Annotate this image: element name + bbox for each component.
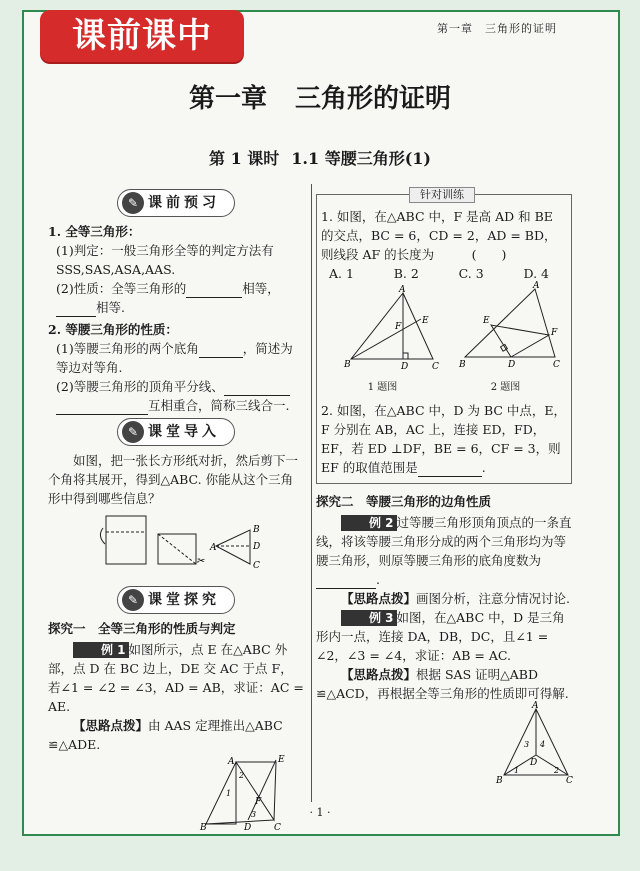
section-intro	[48, 417, 304, 447]
example-2-tag: 例 2	[341, 515, 397, 531]
running-header: 第一章 三角形的证明	[437, 22, 557, 35]
practice-q2-end: .	[481, 460, 486, 475]
page-number: · 1 ·	[309, 806, 331, 819]
lesson-title	[0, 146, 640, 169]
fig2-caption: 2 题图	[490, 382, 521, 393]
example-2-end: .	[376, 572, 380, 587]
hint-text: 根据 SAS 证明△ABD ≌△ACD，再根据全等三角形的性质即可得解.	[316, 667, 569, 701]
answer-blank[interactable]	[56, 401, 148, 415]
left-column	[48, 186, 304, 835]
hint-text: 由 AAS 定理推出△ABC ≌△ADE.	[48, 718, 283, 752]
preview-item-1b	[48, 279, 304, 317]
svg-text:A: A	[533, 281, 540, 291]
section-preview-label: 课前预习	[148, 194, 220, 211]
svg-text:2: 2	[554, 766, 560, 775]
preview-item-1b-mid: 相等，	[242, 281, 280, 296]
intro-text: 如图，把一张长方形纸对折，然后剪下一个角将其展开，得到△ABC. 你能从这个三角形中得到哪些信息？	[48, 453, 299, 506]
hint-text: 画图分析，注意分情况讨论.	[416, 591, 570, 606]
svg-text:1: 1	[514, 766, 520, 775]
svg-text:B: B	[496, 776, 503, 786]
answer-blank[interactable]	[418, 463, 482, 477]
svg-text:E: E	[278, 755, 285, 765]
lesson-label: 第 1 课时	[209, 149, 280, 168]
svg-text:F: F	[255, 797, 262, 807]
chapter-label: 第一章	[188, 84, 267, 114]
example-1-tag: 例 1	[73, 642, 129, 658]
section-explore	[48, 585, 304, 615]
explore-2-title: 探究二 等腰三角形的边角性质	[316, 494, 492, 509]
preview-item-2-title: 2. 等腰三角形的性质：	[48, 322, 178, 337]
svg-text:B: B	[459, 360, 466, 370]
option-a[interactable]: A. 1	[329, 266, 354, 281]
preview-item-2a-pre: (1)等腰三角形的两个底角	[56, 341, 199, 356]
option-c[interactable]: C. 3	[458, 266, 484, 281]
pencil-icon: ✎	[122, 589, 144, 611]
svg-text:F: F	[395, 322, 402, 332]
svg-text:A: A	[532, 701, 539, 711]
option-d[interactable]: D. 4	[523, 266, 549, 281]
practice-box	[316, 188, 572, 484]
practice-tag: 针对训练	[409, 187, 475, 203]
svg-text:D: D	[401, 362, 409, 372]
example-2	[316, 513, 572, 589]
practice-figures	[321, 283, 569, 375]
section-preview	[48, 188, 304, 218]
svg-text:C: C	[566, 776, 573, 786]
pencil-icon: ✎	[122, 421, 144, 443]
svg-text:B: B	[253, 525, 260, 535]
example-3-hint	[316, 665, 572, 703]
svg-text:E: E	[483, 316, 490, 326]
preview-item-2b	[48, 377, 304, 415]
preview-item-1b-post: 相等.	[96, 300, 125, 315]
svg-text:F: F	[551, 328, 558, 338]
svg-text:D: D	[253, 542, 261, 552]
hint-label: 【思路点拨】	[73, 718, 149, 733]
fig1-caption: 1 题图	[367, 382, 398, 393]
practice-q1-options	[321, 264, 567, 283]
example-1-hint	[48, 716, 304, 754]
svg-text:4: 4	[540, 740, 546, 749]
example-2-hint	[316, 589, 572, 608]
svg-text:D: D	[244, 823, 252, 833]
preview-item-1-title: 1. 全等三角形：	[48, 224, 141, 239]
svg-text:A: A	[210, 543, 217, 553]
hint-label: 【思路点拨】	[341, 591, 417, 606]
answer-blank[interactable]	[316, 575, 376, 589]
svg-text:1: 1	[226, 789, 232, 798]
column-divider	[311, 184, 312, 802]
svg-text:2: 2	[239, 771, 245, 780]
practice-question-1: 1. 如图，在△ABC 中，F 是高 AD 和 BE 的交点，BC = 6，CD = 2，AD = BD，则线段 AF 的长度为 ( )	[321, 209, 557, 262]
svg-text:B: B	[200, 823, 207, 833]
example-3-text: 如图，在△ABC 中，D 是三角形内一点，连接 DA，DB，DC，且∠1 = ∠2，∠3 = ∠4，求证：AB = AC.	[316, 610, 565, 663]
svg-text:3: 3	[251, 810, 257, 819]
example-1	[48, 640, 304, 716]
example-3	[316, 608, 572, 665]
answer-blank[interactable]	[224, 382, 290, 396]
svg-text:✂: ✂	[196, 556, 205, 567]
practice-question-2	[321, 401, 567, 477]
figure-captions	[321, 378, 567, 397]
svg-text:3: 3	[524, 740, 530, 749]
practice-q2-text: 2. 如图，在△ABC 中，D 为 BC 中点，E，F 分别在 AB，AC 上，连接 ED，FD，EF，若 ED ⊥DF，BE = 6，CF = 3，则 EF 的取值范围是	[321, 403, 567, 475]
preview-item-1b-pre: (2)性质：全等三角形的	[56, 281, 187, 296]
answer-blank[interactable]	[186, 284, 242, 298]
option-b[interactable]: B. 2	[393, 266, 419, 281]
preview-item-2b-pre: (2)等腰三角形的顶角平分线、	[56, 379, 224, 394]
preview-item-2a	[48, 339, 304, 377]
hint-label: 【思路点拨】	[341, 667, 417, 682]
right-column	[316, 186, 572, 790]
paper-fold-figure	[48, 508, 304, 578]
svg-text:D: D	[508, 360, 516, 370]
svg-text:D: D	[530, 758, 538, 768]
lesson-badge: 课前课中	[40, 10, 244, 62]
pencil-icon: ✎	[122, 192, 144, 214]
lesson-name: 1.1 等腰三角形(1)	[291, 149, 431, 168]
svg-text:E: E	[422, 316, 429, 326]
example-3-figure	[316, 703, 572, 785]
section-explore-label: 课堂探究	[148, 591, 220, 608]
answer-blank[interactable]	[56, 303, 96, 317]
answer-blank[interactable]	[199, 344, 243, 358]
explore-1-title: 探究一 全等三角形的性质与判定	[48, 621, 236, 636]
svg-text:C: C	[553, 360, 560, 370]
example-3-tag: 例 3	[341, 610, 397, 626]
chapter-title	[0, 78, 640, 115]
example-1-text: 如图所示，点 E 在△ABC 外部，点 D 在 BC 边上，DE 交 AC 于点 F，若∠1 = ∠2 = ∠3，AD = AB，求证：AC = AE.	[48, 642, 304, 714]
section-intro-label: 课堂导入	[148, 423, 220, 440]
svg-text:C: C	[274, 823, 281, 833]
svg-text:A: A	[228, 757, 235, 767]
preview-item-2a-post: ，简述为等边对等角.	[56, 341, 293, 375]
svg-text:B: B	[344, 360, 351, 370]
svg-text:C: C	[253, 561, 260, 571]
preview-item-2b-post: 互相重合，简称三线合一.	[148, 398, 290, 413]
svg-text:A: A	[399, 285, 406, 295]
preview-item-1a: (1)判定：一般三角形全等的判定方法有 SSS,SAS,ASA,AAS.	[56, 243, 274, 277]
example-2-text: 过等腰三角形顶角顶点的一条直线，将该等腰三角形分成的两个三角形均为等腰三角形，则原等腰三角形的底角度数为	[316, 515, 572, 568]
chapter-name: 三角形的证明	[295, 84, 452, 114]
svg-text:C: C	[432, 362, 439, 372]
